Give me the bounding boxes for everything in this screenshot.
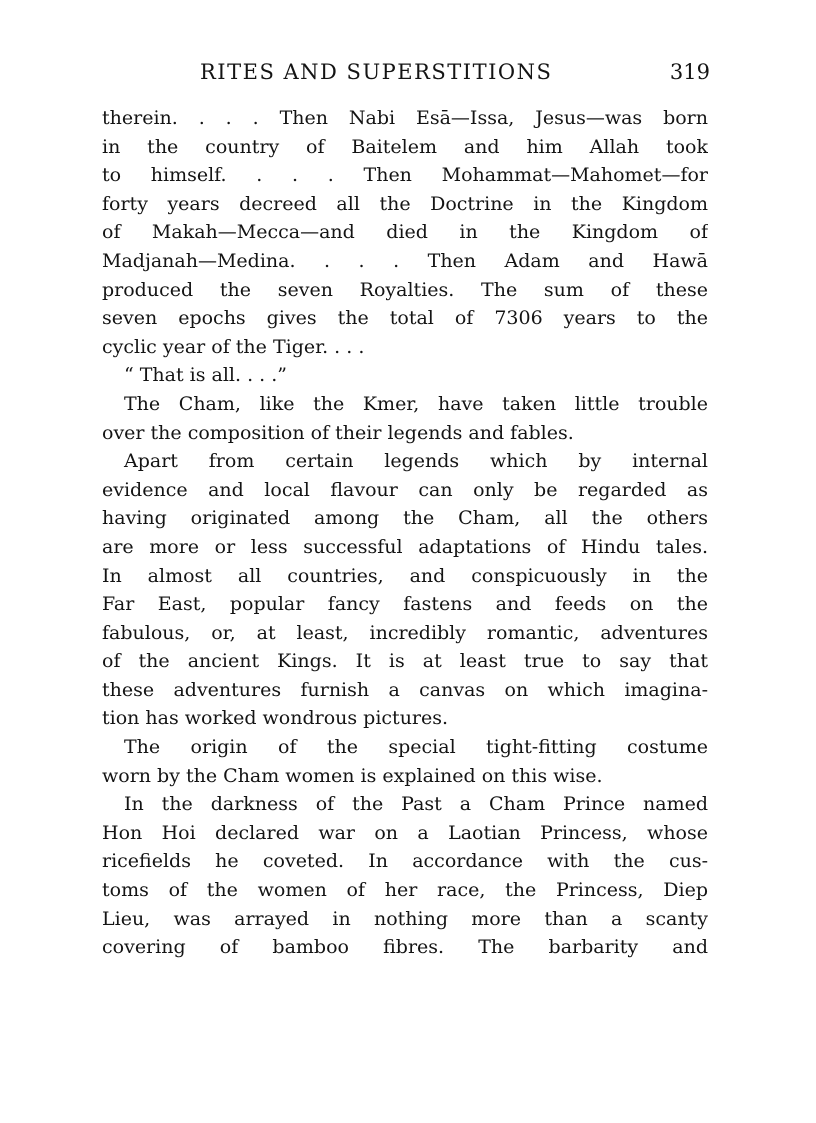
text-line: The origin of the special tight-fitting costume (124, 736, 708, 759)
text-line: cyclic year of the Tiger. . . . (102, 335, 365, 358)
page-header (100, 58, 710, 94)
text-line: In the darkness of the Past a Cham Prince named (124, 793, 708, 816)
text-line: produced the seven Royalties. The sum of these (102, 278, 708, 301)
text-line: evidence and local flavour can only be regarded as (102, 478, 708, 501)
text-line: Lieu, was arrayed in nothing more than a scanty (102, 907, 708, 930)
text-line: “ That is all. . . .” (124, 364, 288, 387)
text-line: covering of bamboo fibres. The barbarity and (102, 936, 708, 959)
text-line: fabulous, or, at least, incredibly romantic, adventures (102, 621, 708, 644)
text-line: to himself. . . . Then Mohammat—Mahomet—for (102, 164, 708, 187)
text-line: In almost all countries, and conspicuously in the (102, 564, 708, 587)
page-number: 319 (669, 60, 710, 84)
text-line: over the composition of their legends and fables. (102, 421, 574, 444)
text-line: forty years decreed all the Doctrine in the Kingdom (102, 192, 708, 215)
text-line: Apart from certain legends which by internal (124, 450, 708, 473)
text-line: Far East, popular fancy fastens and feeds on the (102, 593, 708, 616)
text-line: Hon Hoi declared war on a Laotian Princess, whose (102, 821, 708, 844)
text-line: of the ancient Kings. It is at least true to say that (102, 650, 708, 673)
text-line: worn by the Cham women is explained on this wise. (102, 764, 603, 787)
text-line: tion has worked wondrous pictures. (102, 707, 449, 730)
text-line: ricefields he coveted. In accordance with the cus- (102, 850, 708, 873)
text-line: of Makah—Mecca—and died in the Kingdom of (102, 221, 708, 244)
text-line: seven epochs gives the total of 7306 years to the (102, 307, 708, 330)
text-line: in the country of Baitelem and him Allah took (102, 135, 708, 158)
body-text (102, 104, 708, 962)
text-line: therein. . . . Then Nabi Esā—Issa, Jesus—was born (102, 107, 708, 129)
text-line: having originated among the Cham, all the others (102, 507, 708, 530)
text-line: Madjanah—Medina. . . . Then Adam and Hawā (102, 249, 708, 272)
text-line: are more or less successful adaptations of Hindu tales. (102, 535, 708, 558)
text-line: The Cham, like the Kmer, have taken little trouble (124, 392, 708, 415)
text-line: toms of the women of her race, the Princess, Diep (102, 879, 708, 902)
text-line: these adventures furnish a canvas on which imagina- (102, 678, 708, 701)
running-title: RITES AND SUPERSTITIONS (200, 60, 553, 84)
